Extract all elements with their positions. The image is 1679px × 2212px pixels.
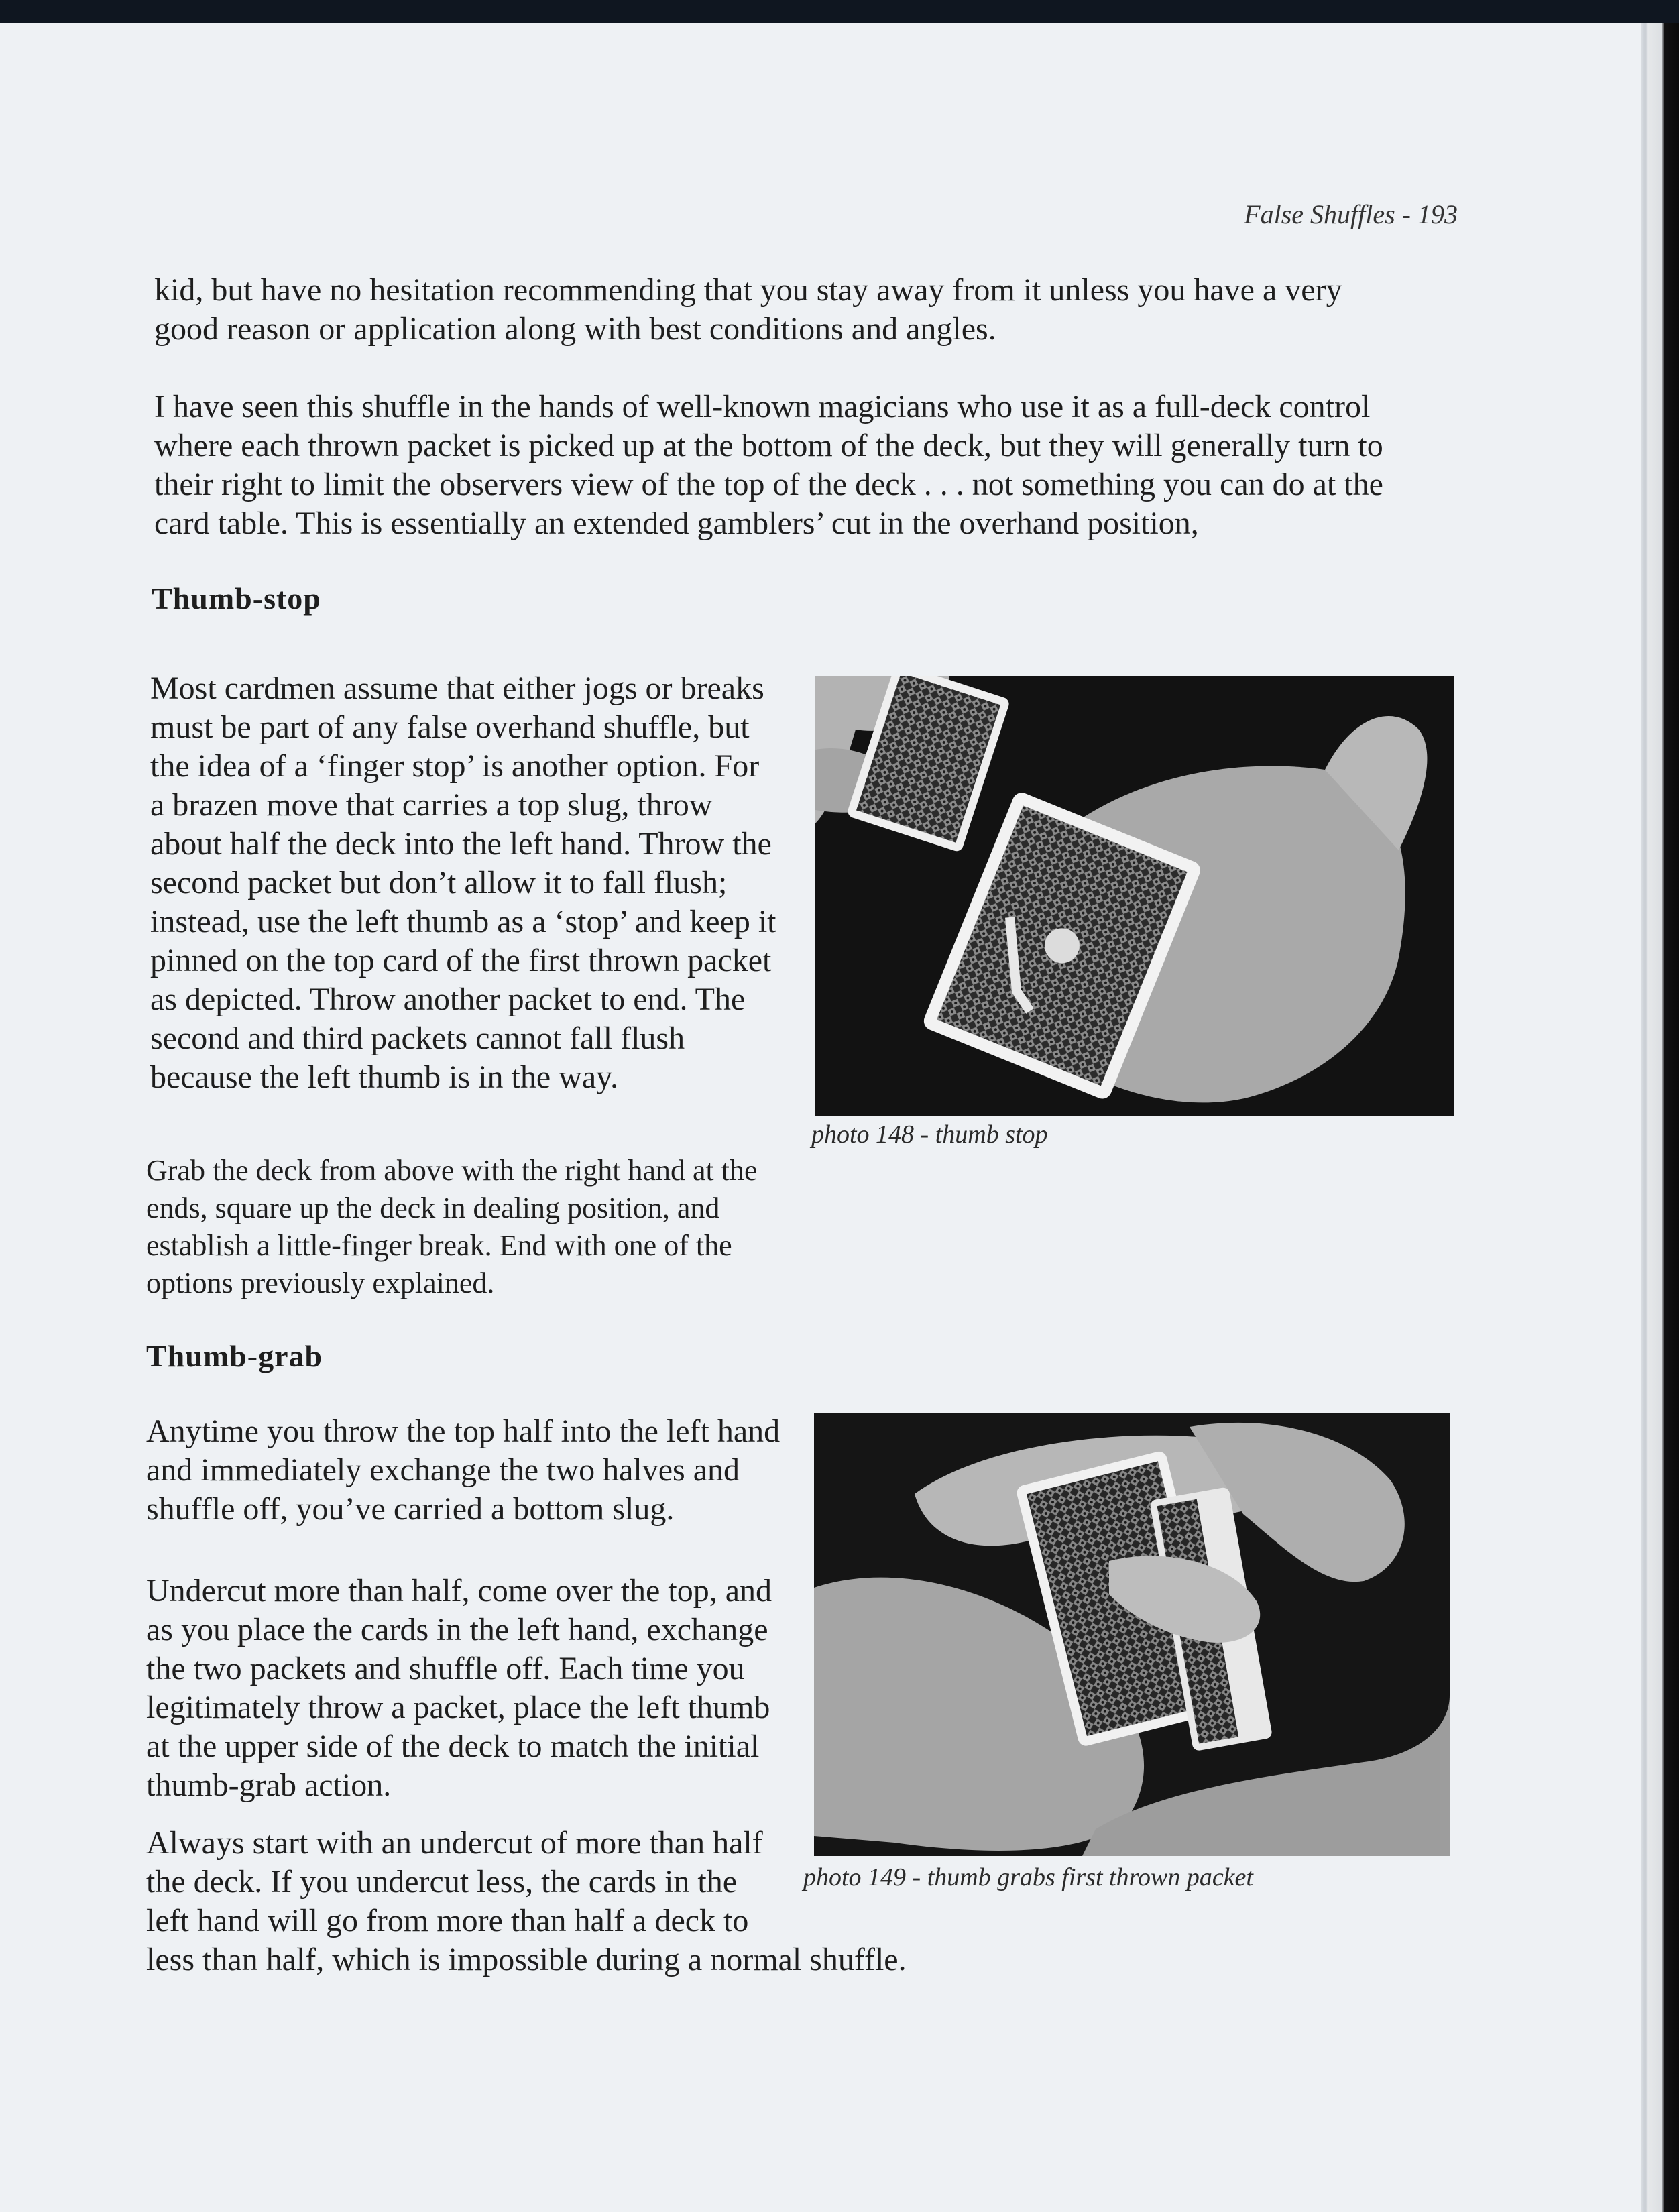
thumb-grab-illustration — [814, 1413, 1450, 1856]
section-heading-thumb-stop: Thumb-stop — [152, 581, 321, 616]
photo-148-caption: photo 148 - thumb stop — [811, 1120, 1048, 1149]
section-heading-thumb-grab: Thumb-grab — [146, 1339, 323, 1373]
thumb-stop-paragraph-1: Most cardmen assume that either jogs or breaks must be part of any false overhand shuffle, but the idea of a ‘finger stop’ is another option. For a brazen move that carries a top slug, throw about half the deck into the left hand. Throw the second packet but don’t allow it to fall flush; instead, use the left thumb as a ‘stop’ and keep it pinned on the top card of the first thrown packet as depicted. Throw another packet to end. The second and third packets cannot fall flush because the left thumb is in the way. — [150, 671, 776, 1095]
thumb-grab-paragraph-2: Undercut more than half, come over the top, and as you place the cards in the left hand, exchange the two packets and shuffle off. Each time you legitimately throw a packet, place the left thumb at the upper side of the deck to match the initial thumb-grab action. — [146, 1573, 772, 1803]
photo-149-caption: photo 149 - thumb grabs first thrown packet — [803, 1863, 1253, 1891]
photo-thumb-stop — [815, 676, 1454, 1116]
book-page-edge — [1641, 23, 1679, 2212]
thumb-stop-illustration — [815, 676, 1454, 1116]
running-head: False Shuffles - 193 — [1244, 199, 1458, 229]
thumb-grab-paragraph-1: Anytime you throw the top half into the left hand and immediately exchange the two halves and shuffle off, you’ve carried a bottom slug. — [146, 1413, 780, 1527]
scan-top-border — [0, 0, 1679, 23]
intro-paragraph-1: kid, but have no hesitation recommending that you stay away from it unless you have a very good reason or application along with best conditions and angles. — [154, 272, 1342, 347]
thumb-grab-paragraph-3: Always start with an undercut of more than half the deck. If you undercut less, the cards in the left hand will go from more than half a deck to less than half, which is impossible during a normal shuffle. — [146, 1825, 907, 1977]
thumb-stop-paragraph-2: Grab the deck from above with the right hand at the ends, square up the deck in dealing position, and establish a little-finger break. End with one of the options previously explained. — [146, 1154, 758, 1299]
photo-thumb-grab — [814, 1413, 1450, 1856]
intro-paragraph-2: I have seen this shuffle in the hands of well-known magicians who use it as a full-deck control where each thrown packet is picked up at the bottom of the deck, but they will generally turn to their right to limit the observers view of the top of the deck . . . not something you can do at the card table. This is essentially an extended gamblers’ cut in the overhand position, — [154, 389, 1383, 541]
